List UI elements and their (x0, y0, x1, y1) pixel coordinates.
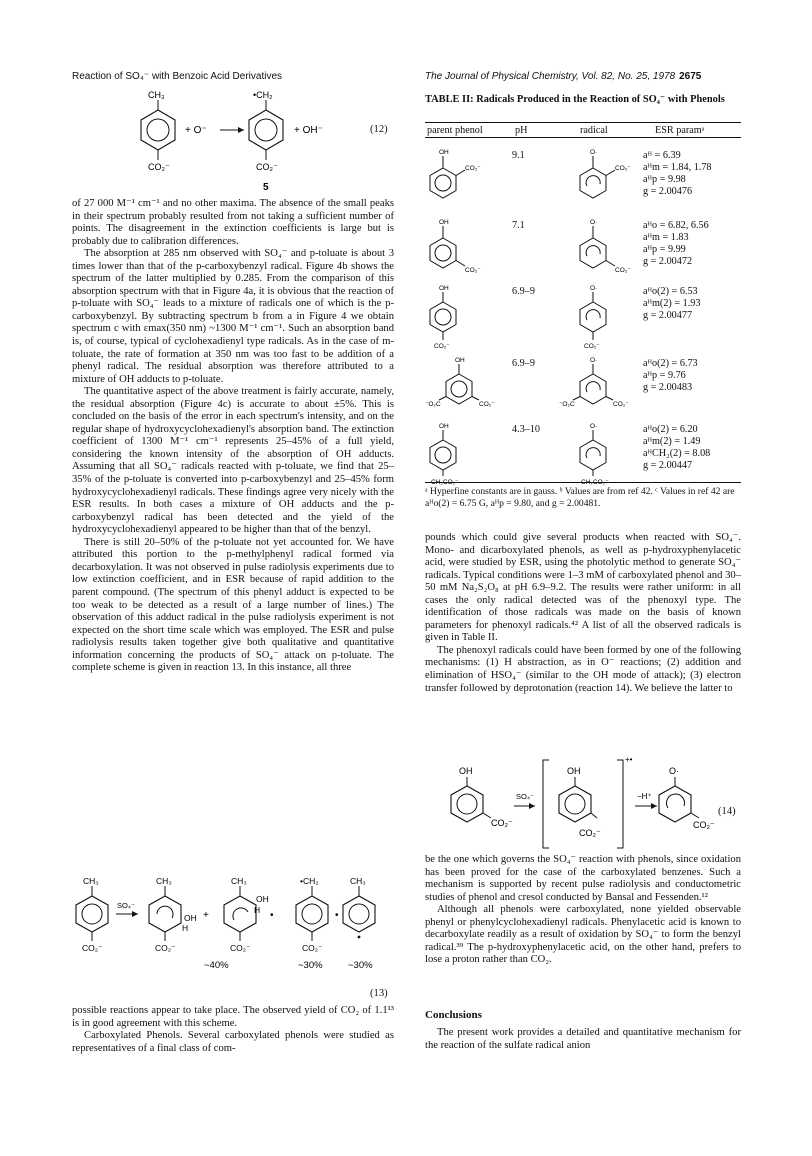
label-o-radical: O· (590, 357, 598, 364)
table-title: TABLE II: Radicals Produced in the Reaction of SO₄⁻ with Phenols (425, 94, 725, 105)
reactant-o-minus: + O⁻ (185, 125, 207, 136)
label-co2: CO₂⁻ (615, 165, 631, 172)
paragraph: be the one which governs the SO₄⁻ reaction with phenols, since oxidation has been proved for the case of the carboxylated benzenes. Such a mechanism is supported by recent pulse radiolysis and conductometric studies of phenol and cresol conducted by Bansal and Fessenden.¹² (425, 854, 741, 903)
table-row (425, 420, 741, 486)
column-header: ESR paramᵃ (655, 125, 705, 136)
esr-param: aᴴp = 9.99 (643, 244, 686, 255)
paragraph: Carboxylated Phenols. Several carboxylated phenols were studied as representatives of a final class of com- (72, 1030, 394, 1054)
esr-param: aᴴm = 1.84, 1.78 (643, 162, 712, 173)
label-o-radical: O· (669, 766, 679, 776)
esr-parameters (643, 150, 712, 198)
ph-value: 6.9–9 (512, 358, 535, 369)
esr-param: aᴴ = 6.39 (643, 150, 681, 161)
label-ch2co2: CH₂CO₂⁻ (581, 479, 609, 486)
separator-dot: • (270, 910, 274, 921)
esr-param: g = 2.00476 (643, 186, 693, 197)
parent-phenol-structure (425, 420, 505, 486)
product-oh-minus: + OH⁻ (294, 125, 323, 136)
paragraph: pounds which could give several products when reacted with SO₄⁻. Mono- and dicarboxylated phenols, as well as p-hydroxyphenylacetic acid, were studied by ESR, using the photolytic method to generate SO₄⁻ radicals. Typical conditions were 1–3 mM of carboxylated phenol and 30–50 mM Na₂S₂O₈ at pH 6.9–9.2. The results were rather uniform: in all cases the only radical detected was of the phenoxyl type. The identification of those radicals was made on the basis of known parameters for phenoxyl radicals.⁴² A list of all the observed radicals is given in Table II. (425, 532, 741, 644)
product-ch2: •CH₂ (253, 90, 273, 100)
running-header-left: Reaction of SO₄⁻ with Benzoic Acid Derivatives (72, 71, 283, 82)
esr-param: g = 2.00477 (643, 310, 693, 321)
equation-12-number: (12) (370, 124, 388, 135)
label-co2: CO₂⁻ (230, 943, 251, 953)
label-ch3: CH₃ (231, 876, 247, 886)
paragraph: The quantitative aspect of the above treatment is fairly accurate, namely, the residual absorption (Figure 4c) is accurate to about ±5%. This is concluded on the basis of the error in each spectrum's intensity, and on the regular shape of hydroxycyclohexadienyl's absorption band. The extinction coefficient of 1300 M⁻¹ cm⁻¹ represents 25–45% of a full yield, considering the known intensity of the absorption of OH adducts. Assuming that all SO₄⁻ radicals reacted with p-toluate, we find that 25–35% of the p-toluate is converted into p-carboxybenzyl and 25–45% form hydroxycyclohexadienyl radicals. These findings agree very nicely with the ESR results. In both cases a mixture of OH adducts and the p-carboxybenzyl radical has been detected and the yield of the hydroxycyclohexadienyl appeared to be higher than that of the benzyl. (72, 386, 394, 536)
table-row (425, 282, 741, 348)
label-co2: CO₂⁻ (479, 401, 495, 408)
parent-phenol-structure (425, 354, 509, 420)
label-o-radical: O· (590, 219, 598, 226)
page-number: 2675 (679, 71, 702, 82)
parent-phenol-structure (425, 146, 505, 212)
esr-param: aᴴp = 9.76 (643, 370, 686, 381)
reaction-12-scheme (72, 88, 394, 196)
esr-parameters (643, 424, 710, 472)
yield-benzyl: ~30% (298, 960, 323, 971)
label-oh: OH (455, 357, 465, 364)
table-row (425, 354, 741, 420)
label-co2: CO₂⁻ (465, 165, 481, 172)
esr-param: aᴴo(2) = 6.53 (643, 286, 698, 297)
paragraph: There is still 20–50% of the p-toluate not yet accounted for. We have attributed this portion to the p-methylphenyl radical formed via decarboxylation. It was not observed in pulse radiolysis experiments due to low extinction coefficient, and in ESR because of rapid addition to the parent compound. (The spectrum of this phenyl adduct is expected to be too weak to be detected as a result of a large number of lines.) The observation of this adduct radical in the pulse radiolysis experiment is not expected on the short time scale which was employed. The ESR and pulse radiolysis results taken together give both qualitative and quantitative information concerning the products of SO₄⁻ attack on p-toluate. The complete scheme is given in reaction 13. In this instance, all three (72, 536, 394, 674)
reaction-14-scheme (425, 752, 741, 852)
esr-param: aᴴm(2) = 1.49 (643, 436, 701, 447)
label-co2: ⁻O₂C (425, 401, 441, 408)
esr-parameters (643, 358, 698, 394)
compound-number: 5 (263, 182, 269, 193)
right-column-text (425, 532, 741, 695)
yield-phenyl: ~30% (348, 960, 373, 971)
paragraph: possible reactions appear to take place. The observed yield of CO₂ of 1.1¹³ is in good agreement with this scheme. (72, 1005, 394, 1029)
table-header-row (425, 122, 741, 138)
label-co2: CO₂⁻ (434, 343, 450, 350)
label-oh: OH (567, 766, 581, 776)
parent-phenol-structure (425, 216, 505, 282)
ph-value: 6.9–9 (512, 286, 535, 297)
label-ch2: •CH₂ (300, 876, 319, 886)
equation-13-number: (13) (370, 988, 388, 999)
label-co2: CO₂⁻ (613, 401, 629, 408)
label-oh: OH (256, 894, 269, 904)
label-co2: CO₂⁻ (579, 828, 601, 838)
charge-label: +• (625, 755, 633, 764)
deprotonation-label: −H⁺ (637, 792, 652, 801)
separator-dot: • (335, 910, 339, 921)
parent-phenol-structure (425, 282, 505, 354)
esr-param: aᴴo = 6.82, 6.56 (643, 220, 709, 231)
product-co2: CO₂⁻ (256, 162, 278, 172)
label-ch3: CH₃ (350, 876, 366, 886)
label-ch3: CH₃ (156, 876, 172, 886)
label-oh: OH (439, 423, 449, 430)
label-co2: ⁻O₂C (559, 401, 575, 408)
table-footnote: ᵃ Hyperfine constants are in gauss. ᵇ Values are from ref 42. ᶜ Values in ref 42 are aᴴo(2) = 6.75 G, aᴴp = 9.80, and g = 2.00481. (425, 482, 741, 509)
running-header-right (425, 71, 701, 82)
paragraph: of 27 000 M⁻¹ cm⁻¹ and no other maxima. The absence of the small peaks in their spectrum probably resulted from not taking a sufficient number of points. The disagreement in the extinction coefficients is large but is probably due to calibration differences. (72, 198, 394, 247)
table-row (425, 146, 741, 212)
label-oh: OH (459, 766, 473, 776)
esr-param: aᴴm(2) = 1.93 (643, 298, 701, 309)
paragraph: The absorption at 285 nm observed with SO₄⁻ and p-toluate is about 3 times lower than that of the p-carboxybenzyl radical. Figure 4b shows the spectrum of the latter multiplied by 0.285. From the comparison of this absorption spectrum with that in Figure 4a, it is obvious that the reaction of p-toluate with SO₄⁻ leads to a mixture of radicals one of which is the p-carboxybenzyl. By subtracting spectrum b from a in Figure 4 we obtain spectrum c with εmax(350 nm) ~1300 M⁻¹ cm⁻¹. Such an absorption band is, of course, typical of cyclohexadienyl type radicals. As in the case of m-toluate, the rate of formation at 350 nm was too fast to be addition of a phenyl radical. The residual absorption was therefore attributed to a mixture of OH adducts to p-toluate. (72, 248, 394, 385)
column-header: pH (515, 125, 528, 136)
label-o-radical: O· (590, 149, 598, 156)
label-co2: CO₂⁻ (82, 943, 103, 953)
table-row (425, 216, 741, 282)
reagent-label: SO₄⁻ (516, 792, 534, 801)
left-column-bottom-text (72, 1005, 394, 1055)
label-co2: CO₂⁻ (693, 820, 715, 830)
ph-value: 9.1 (512, 150, 525, 161)
right-column-bottom-text (425, 854, 741, 967)
label-co2: CO₂⁻ (491, 818, 513, 828)
conclusions-heading: Conclusions (425, 1009, 482, 1021)
column-header: radical (580, 125, 608, 136)
label-co2: CO₂⁻ (615, 267, 631, 274)
label-o-radical: O· (590, 285, 598, 292)
column-header: parent phenol (427, 125, 483, 136)
label-ch2co2: CH₂CO₂⁻ (431, 479, 459, 486)
label-oh: OH (439, 219, 449, 226)
label-h: H (254, 905, 261, 915)
esr-param: aᴴm = 1.83 (643, 232, 689, 243)
label-co2: CO₂⁻ (584, 343, 600, 350)
esr-param: aᴴCH₂(2) = 8.08 (643, 448, 711, 459)
conclusions-text-block (425, 1027, 741, 1052)
label-o-radical: O· (590, 423, 598, 430)
label-oh: OH (439, 285, 449, 292)
ph-value: 4.3–10 (512, 424, 541, 435)
esr-parameters (643, 220, 709, 268)
reaction-13-scheme (72, 874, 394, 992)
yield-oh-adducts: ~40% (204, 960, 229, 971)
label-oh: OH (439, 149, 449, 156)
esr-parameters (643, 286, 700, 322)
journal-citation: The Journal of Physical Chemistry, Vol. 82, No. 25, 1978 (425, 71, 676, 82)
equation-14-number: (14) (718, 806, 736, 817)
label-h: H (182, 923, 189, 933)
label-ch3: CH₃ (83, 876, 99, 886)
reactant-co2: CO₂⁻ (148, 162, 170, 172)
esr-param: aᴴp = 9.98 (643, 174, 686, 185)
label-co2: CO₂⁻ (155, 943, 176, 953)
left-column-text (72, 198, 394, 675)
reagent-label: SO₄⁻ (117, 901, 135, 910)
ph-value: 7.1 (512, 220, 525, 231)
esr-param: g = 2.00447 (643, 460, 693, 471)
esr-param: aᴴo(2) = 6.20 (643, 424, 698, 435)
radical-structure (559, 354, 643, 420)
esr-param: aᴴo(2) = 6.73 (643, 358, 698, 369)
label-oh: OH (184, 913, 197, 923)
plus-sign: + (203, 910, 209, 921)
label-co2: CO₂⁻ (465, 267, 481, 274)
label-co2: CO₂⁻ (302, 943, 323, 953)
paragraph: Although all phenols were carboxylated, none yielded observable phenyl or phenylcyclohexadienyl radicals. Phenylacetic acid is known to decarboxylate readily as a result of oxidation by SO₄⁻ to form the benzyl radical.³⁹ The p-hydroxyphenylacetic acid, on the other hand, prefers to lose a proton rather than CO₂. (425, 904, 741, 966)
esr-param: g = 2.00483 (643, 382, 693, 393)
esr-param: g = 2.00472 (643, 256, 693, 267)
paragraph: The phenoxyl radicals could have been formed by one of the following mechanisms: (1) H abstraction, as in O⁻ reactions; (2) addition and elimination of HSO₄⁻ (similar to the OH mode of attack); (3) electron transfer followed by deprotonation (reaction 14). We believe the latter to (425, 644, 741, 694)
paragraph: The present work provides a detailed and quantitative mechanism for the reaction of the sulfate radical anion (425, 1027, 741, 1051)
reactant-ch3: CH₃ (148, 90, 165, 100)
